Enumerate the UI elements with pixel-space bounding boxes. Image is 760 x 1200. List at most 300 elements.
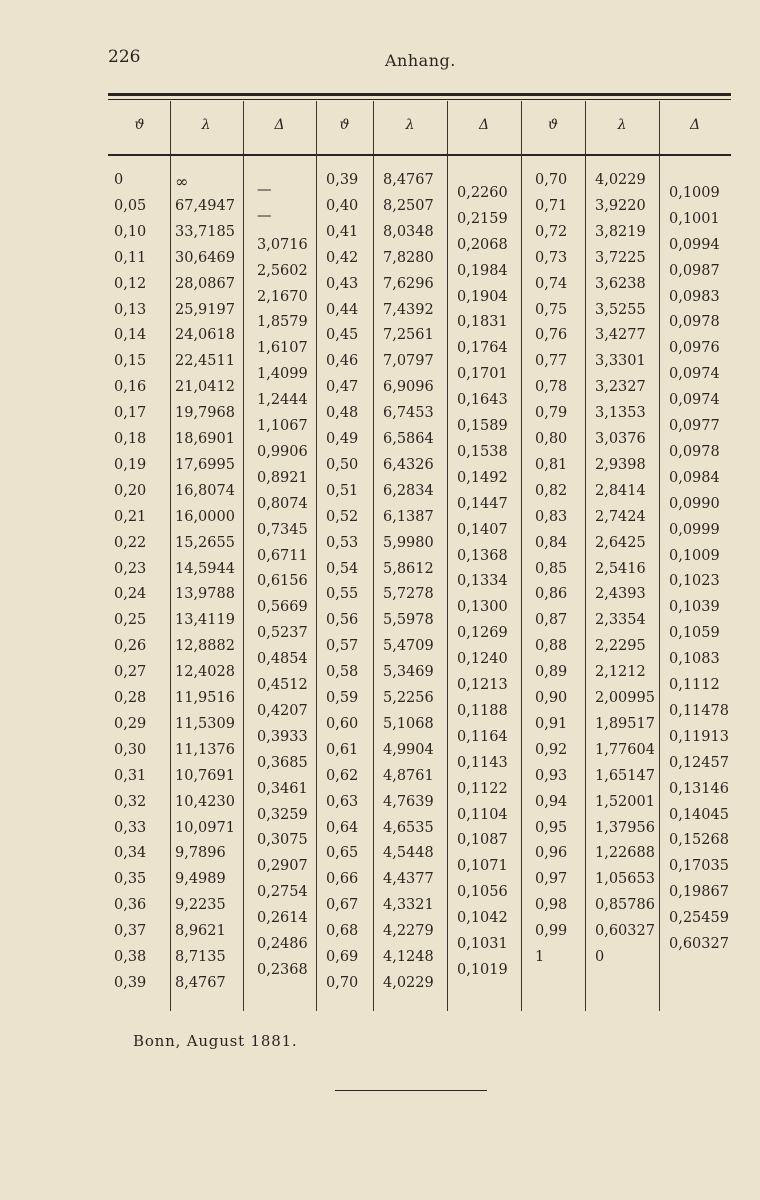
column-header: Δ (478, 117, 490, 133)
table-cell-theta: 0,92 (535, 742, 568, 758)
table-cell-theta: 0,44 (326, 302, 359, 318)
table-cell-theta: 0,67 (326, 897, 359, 913)
table-cell-lambda: 33,7185 (175, 224, 235, 240)
table-cell-theta: 0,83 (535, 509, 568, 525)
column-header: λ (617, 117, 627, 133)
table-cell-lambda: 3,1353 (595, 405, 646, 421)
table-cell-theta: 0,99 (535, 923, 568, 939)
table-cell-lambda: 7,0797 (383, 353, 434, 369)
table-cell-lambda: 1,89517 (595, 716, 655, 732)
table-cell-theta: 0,70 (535, 172, 568, 188)
table-cell-lambda: 11,1376 (175, 742, 235, 758)
table-cell-delta: 0,0990 (669, 496, 720, 512)
table-cell-lambda: 9,4989 (175, 871, 226, 887)
table-cell-lambda: 5,4709 (383, 638, 434, 654)
table-cell-lambda: 6,9096 (383, 379, 434, 395)
table-cell-theta: 0,18 (114, 431, 147, 447)
table-cell-theta: 0,10 (114, 224, 147, 240)
column-divider (316, 156, 317, 1011)
table-cell-theta: 0,21 (114, 509, 147, 525)
table-cell-theta: 0,72 (535, 224, 568, 240)
table-cell-lambda: 9,7896 (175, 845, 226, 861)
column-divider (243, 156, 244, 1011)
table-cell-theta: 0,13 (114, 302, 147, 318)
table-cell-lambda: 3,5255 (595, 302, 646, 318)
table-cell-delta: 0,1042 (457, 910, 508, 926)
table-cell-theta: 0,71 (535, 198, 568, 214)
table-cell-lambda: 2,8414 (595, 483, 646, 499)
table-cell-lambda: 4,8761 (383, 768, 434, 784)
table-cell-delta: 0,3075 (257, 832, 308, 848)
table-cell-theta: 0,98 (535, 897, 568, 913)
table-cell-theta: 0,76 (535, 327, 568, 343)
table-cell-theta: 0,59 (326, 690, 359, 706)
table-cell-theta: 0,90 (535, 690, 568, 706)
table-cell-theta: 0,66 (326, 871, 359, 887)
column-divider (659, 156, 660, 1011)
table-cell-lambda: 3,8219 (595, 224, 646, 240)
table-cell-lambda: 15,2655 (175, 535, 235, 551)
table-cell-lambda: 6,4326 (383, 457, 434, 473)
table-cell-theta: 0,27 (114, 664, 147, 680)
table-cell-theta: 0,39 (326, 172, 359, 188)
table-cell-delta: 0,0999 (669, 522, 720, 538)
table-cell-theta: 0,57 (326, 638, 359, 654)
table-cell-lambda: 2,5416 (595, 561, 646, 577)
table-cell-delta: 0,2907 (257, 858, 308, 874)
column-header: ϑ (134, 117, 145, 133)
column-header: λ (201, 117, 211, 133)
table-cell-lambda: 2,00995 (595, 690, 655, 706)
table-cell-delta: 0,25459 (669, 910, 729, 926)
table-top-rule-thick (108, 93, 731, 96)
table-cell-lambda: 24,0618 (175, 327, 235, 343)
table-cell-lambda: 8,4767 (175, 975, 226, 991)
table-cell-theta: 0,29 (114, 716, 147, 732)
bottom-divider (335, 1090, 487, 1091)
table-cell-delta: 0,19867 (669, 884, 729, 900)
column-header: λ (405, 117, 415, 133)
table-cell-lambda: 4,5448 (383, 845, 434, 861)
table-cell-theta: 0,73 (535, 250, 568, 266)
table-cell-delta: 0,1300 (457, 599, 508, 615)
table-cell-lambda: 5,7278 (383, 586, 434, 602)
table-cell-lambda: 25,9197 (175, 302, 235, 318)
table-cell-theta: 0,54 (326, 561, 359, 577)
table-cell-lambda: 0,85786 (595, 897, 655, 913)
table-cell-lambda: 22,4511 (175, 353, 235, 369)
table-cell-delta: 0,1009 (669, 548, 720, 564)
table-cell-theta: 0,37 (114, 923, 147, 939)
table-cell-lambda: 4,0229 (383, 975, 434, 991)
table-cell-lambda: 6,7453 (383, 405, 434, 421)
table-cell-lambda: 3,6238 (595, 276, 646, 292)
table-cell-lambda: 8,9621 (175, 923, 226, 939)
table-cell-lambda: 14,5944 (175, 561, 235, 577)
table-cell-theta: 0,58 (326, 664, 359, 680)
table-cell-delta: 0,0978 (669, 314, 720, 330)
table-cell-lambda: 8,7135 (175, 949, 226, 965)
table-cell-delta: 1,6107 (257, 340, 308, 356)
table-cell-delta: 0,0978 (669, 444, 720, 460)
table-cell-theta: 0,23 (114, 561, 147, 577)
column-divider (373, 156, 374, 1011)
table-cell-delta: — (257, 208, 272, 224)
table-cell-theta: 0,70 (326, 975, 359, 991)
table-cell-theta: 0,31 (114, 768, 147, 784)
table-cell-delta: 0,1164 (457, 729, 508, 745)
table-cell-delta: 0,1447 (457, 496, 508, 512)
column-divider (447, 156, 448, 1011)
table-cell-delta: 0,11478 (669, 703, 729, 719)
table-cell-lambda: 13,9788 (175, 586, 235, 602)
column-divider (585, 156, 586, 1011)
table-cell-theta: 0,75 (535, 302, 568, 318)
table-cell-delta: 0,1368 (457, 548, 508, 564)
table-cell-lambda: 5,3469 (383, 664, 434, 680)
table-cell-delta: 0,60327 (669, 936, 729, 952)
table-cell-theta: 0,78 (535, 379, 568, 395)
table-cell-delta: 0,1031 (457, 936, 508, 952)
table-cell-lambda: 16,0000 (175, 509, 235, 525)
table-cell-lambda: 2,9398 (595, 457, 646, 473)
table-cell-theta: 0,62 (326, 768, 359, 784)
table-cell-delta: 1,8579 (257, 314, 308, 330)
table-cell-theta: 0,79 (535, 405, 568, 421)
table-cell-delta: 0,8921 (257, 470, 308, 486)
table-cell-lambda: 5,8612 (383, 561, 434, 577)
signature-line: Bonn, August 1881. (133, 1032, 298, 1050)
table-cell-delta: 0,1538 (457, 444, 508, 460)
table-cell-delta: 0,3259 (257, 807, 308, 823)
table-cell-delta: 0,1269 (457, 625, 508, 641)
table-cell-lambda: 4,4377 (383, 871, 434, 887)
table-cell-delta: 0,0987 (669, 263, 720, 279)
table-cell-delta: 0,1104 (457, 807, 508, 823)
table-cell-theta: 0,64 (326, 820, 359, 836)
table-cell-theta: 0,89 (535, 664, 568, 680)
table-cell-delta: 0,4512 (257, 677, 308, 693)
table-cell-theta: 0,63 (326, 794, 359, 810)
table-cell-delta: 1,1067 (257, 418, 308, 434)
table-cell-lambda: 3,0376 (595, 431, 646, 447)
table-cell-theta: 0 (114, 172, 124, 188)
table-cell-delta: 0,1143 (457, 755, 508, 771)
table-cell-theta: 0,33 (114, 820, 147, 836)
table-cell-delta: 0,1083 (669, 651, 720, 667)
table-cell-lambda: 19,7968 (175, 405, 235, 421)
table-cell-lambda: 2,7424 (595, 509, 646, 525)
table-cell-lambda: 1,52001 (595, 794, 655, 810)
table-cell-theta: 0,40 (326, 198, 359, 214)
table-cell-delta: 0,4207 (257, 703, 308, 719)
table-cell-lambda: 4,0229 (595, 172, 646, 188)
table-cell-delta: 0,1407 (457, 522, 508, 538)
table-cell-delta: 0,17035 (669, 858, 729, 874)
table-cell-delta: 3,0716 (257, 237, 308, 253)
table-cell-lambda: 67,4947 (175, 198, 235, 214)
table-cell-delta: 0,2754 (257, 884, 308, 900)
table-cell-theta: 0,65 (326, 845, 359, 861)
table-cell-delta: 0,0974 (669, 392, 720, 408)
table-cell-lambda: 5,9980 (383, 535, 434, 551)
table-cell-theta: 0,81 (535, 457, 568, 473)
table-cell-theta: 0,43 (326, 276, 359, 292)
table-cell-delta: 0,1056 (457, 884, 508, 900)
table-cell-theta: 0,49 (326, 431, 359, 447)
table-cell-lambda: 4,6535 (383, 820, 434, 836)
page-title: Anhang. (385, 51, 456, 70)
table-cell-lambda: 5,2256 (383, 690, 434, 706)
table-cell-delta: 0,1019 (457, 962, 508, 978)
table-cell-delta: 0,2068 (457, 237, 508, 253)
table-cell-delta: 0,2486 (257, 936, 308, 952)
table-cell-theta: 0,88 (535, 638, 568, 654)
column-divider (585, 101, 586, 154)
table-cell-theta: 0,28 (114, 690, 147, 706)
table-cell-delta: 0,6156 (257, 573, 308, 589)
table-cell-delta: 0,7345 (257, 522, 308, 538)
table-cell-delta: 0,3685 (257, 755, 308, 771)
table-cell-lambda: 12,4028 (175, 664, 235, 680)
table-cell-theta: 0,69 (326, 949, 359, 965)
table-cell-theta: 0,20 (114, 483, 147, 499)
table-cell-lambda: 7,8280 (383, 250, 434, 266)
table-cell-lambda: 16,8074 (175, 483, 235, 499)
table-cell-lambda: 3,7225 (595, 250, 646, 266)
table-cell-theta: 0,85 (535, 561, 568, 577)
table-cell-lambda: 11,5309 (175, 716, 235, 732)
table-cell-delta: 0,1764 (457, 340, 508, 356)
table-cell-theta: 0,39 (114, 975, 147, 991)
table-cell-lambda: 8,2507 (383, 198, 434, 214)
table-cell-lambda: 1,22688 (595, 845, 655, 861)
table-cell-lambda: 5,5978 (383, 612, 434, 628)
table-cell-delta: 0,1701 (457, 366, 508, 382)
table-cell-delta: 0,1001 (669, 211, 720, 227)
table-cell-delta: 0,1059 (669, 625, 720, 641)
table-cell-delta: 0,2159 (457, 211, 508, 227)
table-cell-lambda: 7,6296 (383, 276, 434, 292)
table-cell-delta: 0,0974 (669, 366, 720, 382)
table-cell-lambda: 11,9516 (175, 690, 235, 706)
table-cell-delta: 1,2444 (257, 392, 308, 408)
table-top-rule-thin (108, 99, 731, 100)
table-cell-lambda: 6,5864 (383, 431, 434, 447)
table-cell-theta: 0,12 (114, 276, 147, 292)
table-cell-theta: 0,84 (535, 535, 568, 551)
table-cell-lambda: 2,4393 (595, 586, 646, 602)
table-cell-lambda: 17,6995 (175, 457, 235, 473)
table-cell-delta: 0,1589 (457, 418, 508, 434)
table-cell-theta: 0,86 (535, 586, 568, 602)
column-divider (447, 101, 448, 154)
table-cell-theta: 0,77 (535, 353, 568, 369)
table-cell-theta: 0,60 (326, 716, 359, 732)
table-cell-theta: 0,95 (535, 820, 568, 836)
table-cell-lambda: 4,3321 (383, 897, 434, 913)
table-cell-delta: 0,1112 (669, 677, 720, 693)
table-cell-lambda: 7,4392 (383, 302, 434, 318)
table-cell-delta: 0,1831 (457, 314, 508, 330)
table-cell-lambda: 18,6901 (175, 431, 235, 447)
table-cell-delta: 0,2614 (257, 910, 308, 926)
table-cell-theta: 0,52 (326, 509, 359, 525)
table-cell-theta: 0,53 (326, 535, 359, 551)
table-cell-theta: 0,94 (535, 794, 568, 810)
table-cell-theta: 0,32 (114, 794, 147, 810)
table-cell-lambda: 21,0412 (175, 379, 235, 395)
table-cell-lambda: 3,4277 (595, 327, 646, 343)
table-cell-delta: 0,1643 (457, 392, 508, 408)
table-cell-delta: 0,1009 (669, 185, 720, 201)
table-cell-lambda: 13,4119 (175, 612, 235, 628)
table-cell-lambda: 12,8882 (175, 638, 235, 654)
column-header: ϑ (339, 117, 350, 133)
column-header: ϑ (547, 117, 558, 133)
table-cell-lambda: 10,7691 (175, 768, 235, 784)
table-cell-theta: 0,87 (535, 612, 568, 628)
table-cell-lambda: 1,05653 (595, 871, 655, 887)
table-cell-theta: 0,80 (535, 431, 568, 447)
table-cell-theta: 0,56 (326, 612, 359, 628)
table-cell-delta: 0,1492 (457, 470, 508, 486)
table-cell-theta: 0,11 (114, 250, 147, 266)
table-cell-theta: 0,50 (326, 457, 359, 473)
table-cell-lambda: ∞ (175, 172, 189, 191)
table-cell-lambda: 6,2834 (383, 483, 434, 499)
table-cell-theta: 0,25 (114, 612, 147, 628)
table-cell-lambda: 1,77604 (595, 742, 655, 758)
table-cell-delta: 0,8074 (257, 496, 308, 512)
table-cell-theta: 0,14 (114, 327, 147, 343)
column-header: Δ (689, 117, 701, 133)
table-cell-delta: 0,2368 (257, 962, 308, 978)
table-cell-lambda: 2,2295 (595, 638, 646, 654)
table-cell-lambda: 3,3301 (595, 353, 646, 369)
table-cell-theta: 0,55 (326, 586, 359, 602)
table-cell-delta: 0,1071 (457, 858, 508, 874)
table-cell-delta: 1,4099 (257, 366, 308, 382)
table-cell-theta: 0,26 (114, 638, 147, 654)
table-cell-theta: 0,47 (326, 379, 359, 395)
table-cell-theta: 0,36 (114, 897, 147, 913)
table-cell-theta: 0,16 (114, 379, 147, 395)
table-cell-delta: 0,12457 (669, 755, 729, 771)
table-cell-lambda: 1,65147 (595, 768, 655, 784)
table-cell-lambda: 30,6469 (175, 250, 235, 266)
table-cell-lambda: 4,2279 (383, 923, 434, 939)
column-divider (170, 156, 171, 1011)
table-cell-lambda: 28,0867 (175, 276, 235, 292)
table-cell-lambda: 0,60327 (595, 923, 655, 939)
table-cell-delta: 0,1023 (669, 573, 720, 589)
table-cell-theta: 0,38 (114, 949, 147, 965)
table-cell-delta: 0,0976 (669, 340, 720, 356)
table-cell-delta: 0,1240 (457, 651, 508, 667)
table-cell-delta: 0,3933 (257, 729, 308, 745)
column-divider (659, 101, 660, 154)
table-cell-delta: 0,1087 (457, 832, 508, 848)
table-cell-lambda: 10,4230 (175, 794, 235, 810)
table-cell-theta: 0,41 (326, 224, 359, 240)
table-cell-lambda: 4,9904 (383, 742, 434, 758)
table-cell-delta: 0,1904 (457, 289, 508, 305)
table-cell-theta: 0,82 (535, 483, 568, 499)
table-cell-delta: 0,14045 (669, 807, 729, 823)
table-cell-delta: 0,1334 (457, 573, 508, 589)
table-cell-delta: 0,1122 (457, 781, 508, 797)
table-cell-delta: 0,11913 (669, 729, 729, 745)
table-cell-delta: 0,1039 (669, 599, 720, 615)
table-cell-lambda: 2,1212 (595, 664, 646, 680)
column-header: Δ (274, 117, 285, 133)
table-cell-lambda: 4,7639 (383, 794, 434, 810)
table-cell-delta: 2,5602 (257, 263, 308, 279)
table-cell-theta: 0,46 (326, 353, 359, 369)
table-cell-lambda: 3,2327 (595, 379, 646, 395)
table-cell-delta: 0,5669 (257, 599, 308, 615)
column-divider (170, 101, 171, 154)
table-cell-theta: 0,93 (535, 768, 568, 784)
table-cell-theta: 0,97 (535, 871, 568, 887)
table-cell-lambda: 8,0348 (383, 224, 434, 240)
table-cell-theta: 0,22 (114, 535, 147, 551)
table-cell-lambda: 0 (595, 949, 605, 965)
table-cell-lambda: 9,2235 (175, 897, 226, 913)
table-cell-theta: 0,96 (535, 845, 568, 861)
table-cell-lambda: 3,9220 (595, 198, 646, 214)
table-cell-theta: 0,24 (114, 586, 147, 602)
table-cell-theta: 0,19 (114, 457, 147, 473)
table-header-rule (108, 154, 731, 156)
table-cell-lambda: 6,1387 (383, 509, 434, 525)
table-cell-theta: 0,91 (535, 716, 568, 732)
table-cell-lambda: 8,4767 (383, 172, 434, 188)
table-cell-delta: 0,15268 (669, 832, 729, 848)
table-cell-delta: 0,1188 (457, 703, 508, 719)
table-cell-delta: 0,4854 (257, 651, 308, 667)
table-cell-lambda: 10,0971 (175, 820, 235, 836)
table-cell-delta: 0,2260 (457, 185, 508, 201)
table-cell-theta: 0,17 (114, 405, 147, 421)
table-cell-theta: 0,34 (114, 845, 147, 861)
table-cell-lambda: 1,37956 (595, 820, 655, 836)
table-cell-theta: 0,15 (114, 353, 147, 369)
column-divider (521, 156, 522, 1011)
table-cell-theta: 0,45 (326, 327, 359, 343)
table-cell-lambda: 2,3354 (595, 612, 646, 628)
table-cell-delta: 0,0977 (669, 418, 720, 434)
table-cell-lambda: 7,2561 (383, 327, 434, 343)
table-cell-theta: 0,48 (326, 405, 359, 421)
table-cell-theta: 0,30 (114, 742, 147, 758)
table-cell-lambda: 2,6425 (595, 535, 646, 551)
table-cell-delta: 0,1984 (457, 263, 508, 279)
table-cell-delta: 0,13146 (669, 781, 729, 797)
table-cell-delta: 0,0984 (669, 470, 720, 486)
table-cell-delta: 0,1213 (457, 677, 508, 693)
table-cell-delta: 2,1670 (257, 289, 308, 305)
table-cell-theta: 0,68 (326, 923, 359, 939)
table-cell-theta: 0,51 (326, 483, 359, 499)
table-cell-delta: 0,9906 (257, 444, 308, 460)
table-cell-lambda: 5,1068 (383, 716, 434, 732)
table-cell-delta: 0,0994 (669, 237, 720, 253)
table-cell-theta: 0,35 (114, 871, 147, 887)
table-cell-delta: 0,0983 (669, 289, 720, 305)
table-cell-theta: 0,61 (326, 742, 359, 758)
